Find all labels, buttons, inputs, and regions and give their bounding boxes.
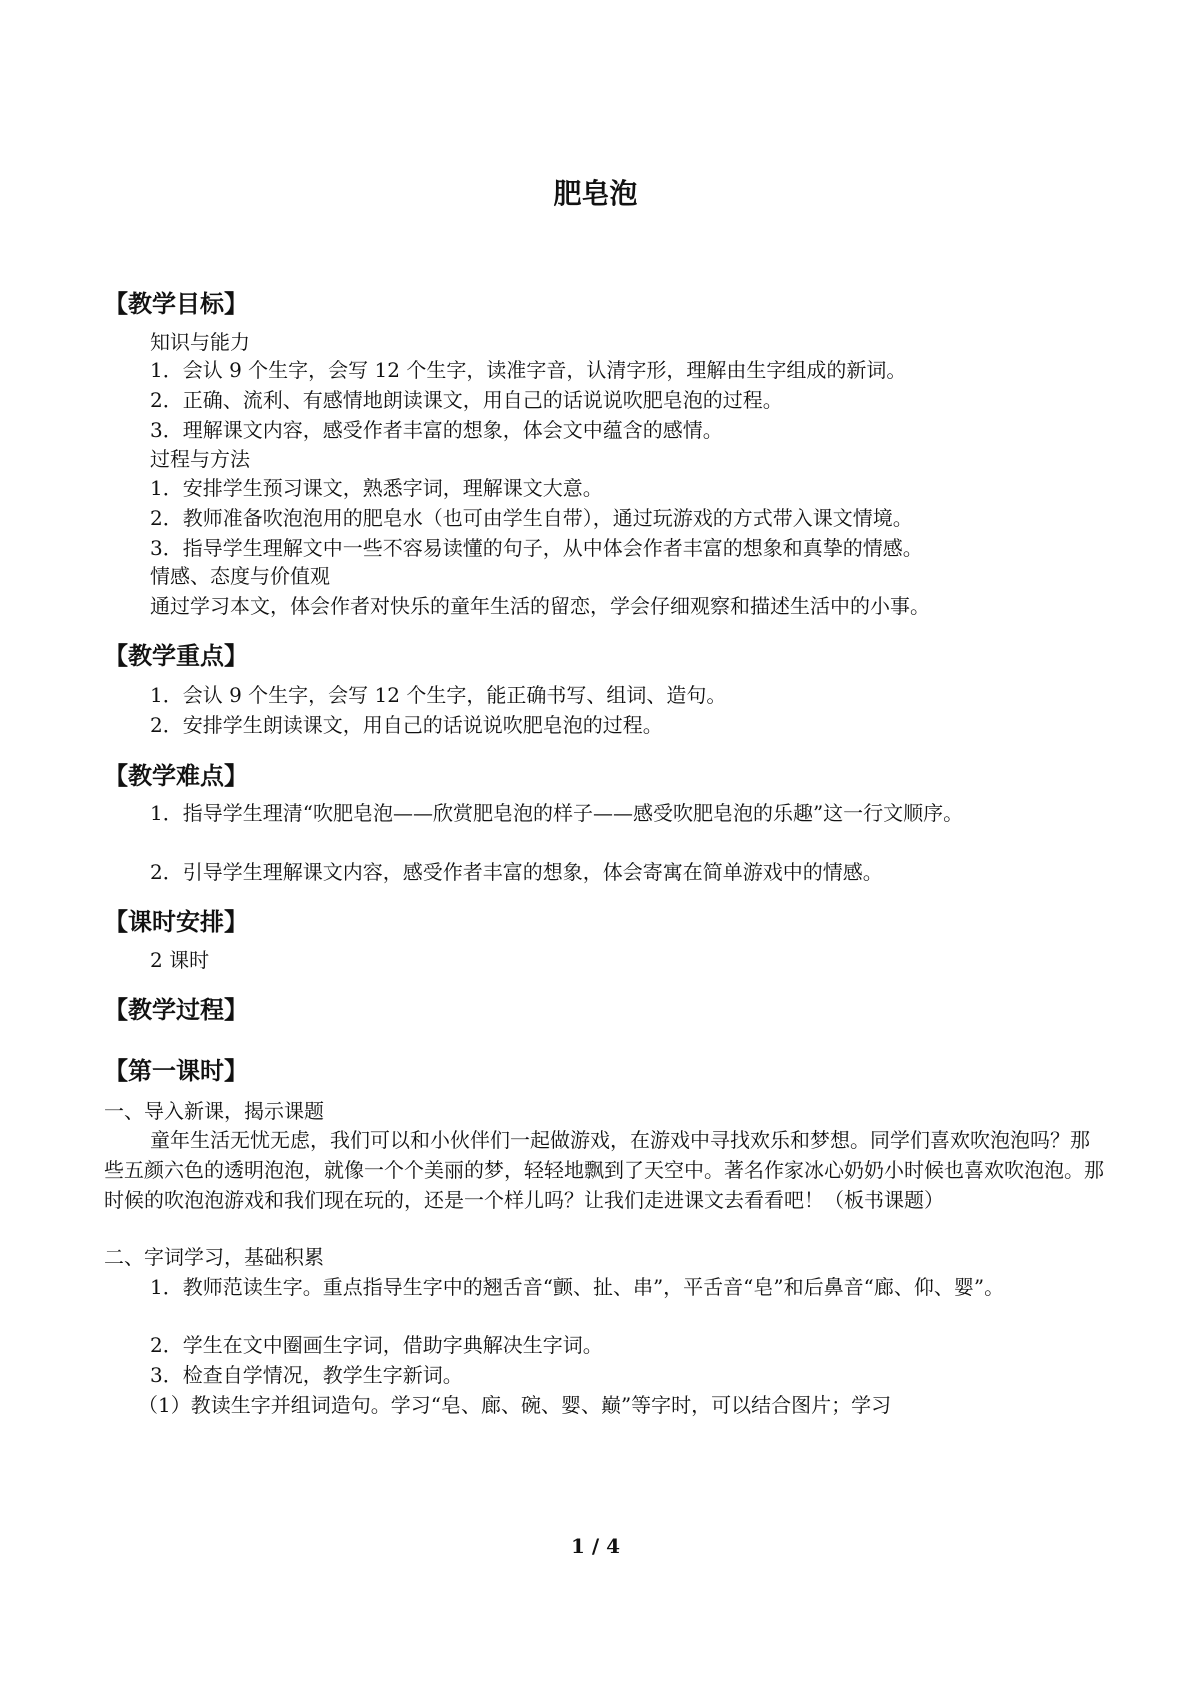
- page-title: 肥皂泡: [553, 177, 638, 210]
- subheading-knowledge: 知识与能力: [150, 330, 250, 354]
- section-heading-key: 【教学重点】: [104, 641, 248, 670]
- section-heading-schedule: 【课时安排】: [104, 907, 248, 936]
- section-heading-process: 【教学过程】: [104, 995, 248, 1024]
- section-heading-goals: 【教学目标】: [104, 289, 248, 318]
- lesson-step: 1．教师范读生字。重点指导生字中的翘舌音“颤、扯、串”，平舌音“皂”和后鼻音“廊、仰、婴”。: [150, 1275, 1005, 1299]
- difficulty-item: 1．指导学生理清“吹肥皂泡——欣赏肥皂泡的样子——感受吹肥皂泡的乐趣”这一行文顺序。: [150, 801, 964, 825]
- lesson-part-heading: 一、导入新课，揭示课题: [104, 1099, 324, 1123]
- lesson-intro-paragraph: 童年生活无忧无虑，我们可以和小伙伴们一起做游戏，在游戏中寻找欢乐和梦想。同学们喜欢吹泡泡吗？那些五颜六色的透明泡泡，就像一个个美丽的梦，轻轻地飘到了天空中。著名作家冰心奶奶小时候也喜欢吹泡泡。那时候的吹泡泡游戏和我们现在玩的，还是一个样儿吗？让我们走进课文去看看吧！（板书课题）: [104, 1128, 1104, 1212]
- key-item: 2．安排学生朗读课文，用自己的话说说吹肥皂泡的过程。: [150, 713, 663, 737]
- subheading-method: 过程与方法: [150, 447, 250, 471]
- difficulty-item: 2．引导学生理解课文内容，感受作者丰富的想象，体会寄寓在简单游戏中的情感。: [150, 860, 883, 884]
- goal-item: 通过学习本文，体会作者对快乐的童年生活的留恋，学会仔细观察和描述生活中的小事。: [150, 594, 930, 618]
- goal-item: 3．指导学生理解文中一些不容易读懂的句子，从中体会作者丰富的想象和真挚的情感。: [150, 536, 923, 560]
- section-heading-lesson1: 【第一课时】: [104, 1056, 248, 1085]
- subheading-emotion: 情感、态度与价值观: [150, 564, 330, 588]
- lesson-step: （1）教读生字并组词造句。学习“皂、廊、碗、婴、巅”等字时，可以结合图片；学习: [138, 1393, 892, 1417]
- goal-item: 2．正确、流利、有感情地朗读课文，用自己的话说说吹肥皂泡的过程。: [150, 388, 783, 412]
- goal-item: 1．安排学生预习课文，熟悉字词，理解课文大意。: [150, 476, 603, 500]
- lesson-step: 2．学生在文中圈画生字词，借助字典解决生字词。: [150, 1333, 603, 1357]
- goal-item: 3．理解课文内容，感受作者丰富的想象，体会文中蕴含的感情。: [150, 418, 723, 442]
- lesson-part-heading: 二、字词学习，基础积累: [104, 1245, 324, 1269]
- goal-item: 1．会认 9 个生字，会写 12 个生字，读准字音，认清字形，理解由生字组成的新词。: [150, 358, 907, 382]
- schedule-text: 2 课时: [150, 948, 210, 972]
- page-number: 1 / 4: [570, 1534, 621, 1558]
- key-item: 1．会认 9 个生字，会写 12 个生字，能正确书写、组词、造句。: [150, 683, 727, 707]
- section-heading-difficulty: 【教学难点】: [104, 761, 248, 790]
- lesson-step: 3．检查自学情况，教学生字新词。: [150, 1363, 463, 1387]
- goal-item: 2．教师准备吹泡泡用的肥皂水（也可由学生自带），通过玩游戏的方式带入课文情境。: [150, 506, 913, 530]
